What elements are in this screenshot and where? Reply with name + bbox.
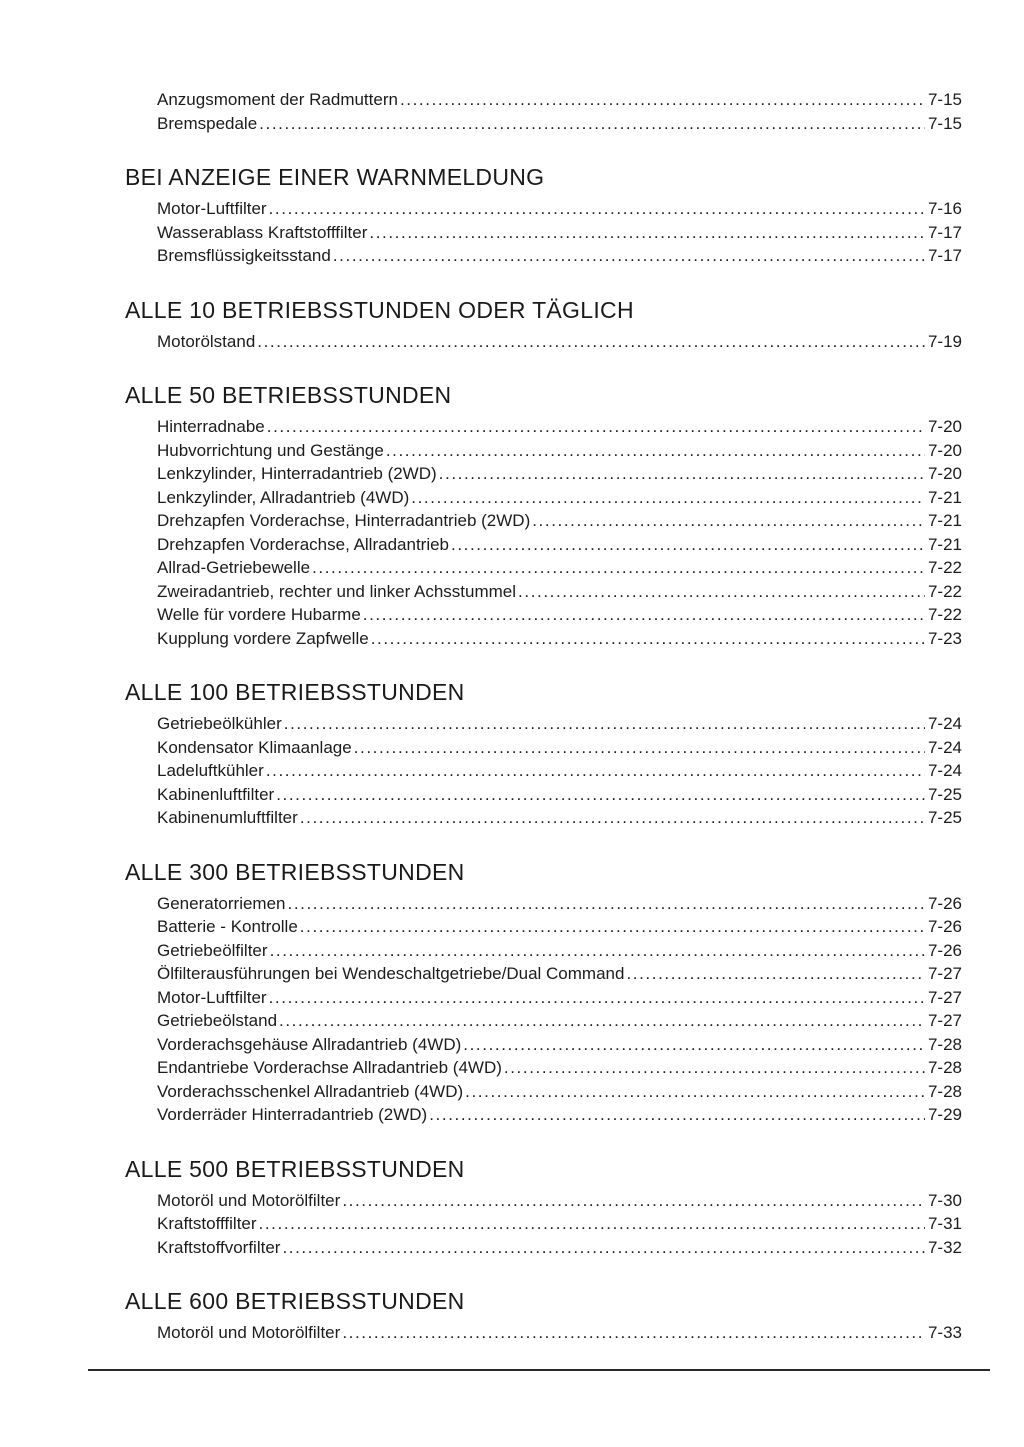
toc-section [125,679,962,830]
toc-entry [157,603,962,627]
toc-entry [157,1033,962,1057]
toc-leader-dots [400,88,925,112]
toc-entry [157,939,962,963]
toc-entry-page-number: 7-27 [927,987,962,1007]
toc-entry-page-number: 7-28 [927,1058,962,1077]
toc-entry [157,509,962,533]
toc-entry-label: Motorölstand [157,331,256,351]
toc-entry-label: Wasserablass Kraftstofffilter [157,222,368,242]
toc-entry-page-number: 7-24 [927,737,962,757]
toc-entry [157,712,962,736]
toc-entry-label: Motor-Luftfilter [157,987,267,1007]
toc-entry-page-number: 7-24 [927,761,962,780]
toc-entry-label: Kraftstofffilter [157,1214,257,1233]
toc-entry-page-number: 7-26 [927,893,962,913]
toc-leader-dots [282,1236,925,1260]
toc-leader-dots [342,1189,925,1213]
toc-leader-dots [270,939,925,963]
toc-entry [157,330,962,354]
toc-entry-page-number: 7-21 [927,487,962,507]
toc-entry [157,415,962,439]
toc-entry [157,439,962,463]
toc-entry [157,244,962,268]
toc-entry [157,112,962,136]
toc-entry [157,1103,962,1127]
toc-entry [157,556,962,580]
toc-entry-page-number: 7-21 [927,534,962,554]
toc-entry-page-number: 7-17 [927,246,962,265]
toc-entry-page-number: 7-24 [927,714,962,733]
toc-entry-label: Allrad-Getriebewelle [157,558,311,577]
toc-entry [157,783,962,807]
toc-section [125,164,962,268]
toc-entry [157,1321,962,1345]
toc-entry [157,580,962,604]
toc-entry-page-number: 7-15 [927,90,962,109]
toc-leader-dots [257,330,925,354]
toc-leader-dots [300,915,925,939]
section-heading: ALLE 50 BETRIEBSSTUNDEN [125,382,452,408]
toc-leader-dots [626,962,925,986]
toc-entry-label: Motoröl und Motorölfilter [157,1323,341,1342]
toc-leader-dots [465,1080,925,1104]
toc-leader-dots [312,556,925,580]
toc-section [125,382,962,650]
toc-entry-label: Vorderachsgehäuse Allradantrieb (4WD) [157,1034,462,1054]
toc-entry-page-number: 7-15 [927,113,962,133]
toc-entry-label: Getriebeölstand [157,1011,278,1030]
toc-entry [157,197,962,221]
toc-section [125,297,962,354]
toc-entry-page-number: 7-17 [927,222,962,242]
toc-entry [157,1080,962,1104]
toc-leader-dots [276,783,925,807]
toc-entry-page-number: 7-33 [927,1323,962,1342]
toc-section [125,859,962,1127]
toc-entry-page-number: 7-16 [927,199,962,218]
toc-entry-page-number: 7-25 [927,808,962,827]
toc-entry-label: Anzugsmoment der Radmuttern [157,90,398,109]
toc-entry-page-number: 7-20 [927,440,962,460]
toc-entry-page-number: 7-28 [927,1081,962,1101]
toc-leader-dots [363,603,925,627]
toc-entry-page-number: 7-19 [927,331,962,351]
toc-leader-dots [300,806,925,830]
toc-entry-label: Kraftstoffvorfilter [157,1237,281,1257]
toc-entry-page-number: 7-29 [927,1105,962,1124]
toc-leader-dots [333,244,925,268]
toc-entry-page-number: 7-20 [927,417,962,436]
toc-leader-dots [284,712,925,736]
toc-entry [157,462,962,486]
toc-entry-label: Generatorriemen [157,893,286,913]
toc-entry-label: Bremspedale [157,113,258,133]
toc-leader-dots [342,1321,925,1345]
section-heading: ALLE 300 BETRIEBSSTUNDEN [125,858,465,885]
toc-entry-page-number: 7-22 [927,605,962,624]
toc-leader-dots [369,221,925,245]
toc-entry-label: Hinterradnabe [157,417,265,436]
toc-entry-label: Kondensator Klimaanlage [157,737,352,757]
toc-entry-label: Zweiradantrieb, rechter und linker Achsstummel [157,581,517,601]
toc-entry [157,1212,962,1236]
toc-entry-label: Motoröl und Motorölfilter [157,1190,341,1210]
toc-entry-label: Ölfilterausführungen bei Wendeschaltgetriebe/Dual Command [157,964,625,983]
toc-entry-page-number: 7-31 [927,1214,962,1233]
toc-entry-label: Drehzapfen Vorderachse, Allradantrieb [157,534,450,554]
toc-entry [157,806,962,830]
toc-entry-page-number: 7-21 [927,511,962,530]
toc-entry-label: Kabinenumluftfilter [157,808,298,827]
toc-entry-page-number: 7-22 [927,558,962,577]
toc-entry [157,736,962,760]
toc-entry [157,1009,962,1033]
section-heading: ALLE 600 BETRIEBSSTUNDEN [125,1288,465,1314]
toc-entry-label: Ladeluftkühler [157,761,264,780]
toc-entry [157,986,962,1010]
toc-entry-page-number: 7-25 [927,784,962,804]
toc-section [125,1288,962,1345]
toc-entry-page-number: 7-27 [927,964,962,983]
toc-entry-page-number: 7-30 [927,1190,962,1210]
toc-entry-label: Welle für vordere Hubarme [157,605,361,624]
section-heading: ALLE 500 BETRIEBSSTUNDEN [125,1155,465,1182]
section-heading: BEI ANZEIGE EINER WARNMELDUNG [125,164,545,190]
toc-leader-dots [267,415,925,439]
toc-leader-dots [354,736,925,760]
toc-entry-label: Bremsflüssigkeitsstand [157,246,331,265]
toc-entry-label: Endantriebe Vorderachse Allradantrieb (4WD) [157,1058,502,1077]
toc-entry [157,1236,962,1260]
toc-leader-dots [279,1009,925,1033]
toc-entry-page-number: 7-22 [927,581,962,601]
toc-entry [157,1056,962,1080]
toc-entry-page-number: 7-28 [927,1034,962,1054]
section-heading: ALLE 100 BETRIEBSSTUNDEN [125,679,465,705]
toc-leader-dots [532,509,925,533]
toc-leader-dots [269,197,925,221]
toc-entry-label: Drehzapfen Vorderachse, Hinterradantrieb (2WD) [157,511,531,530]
toc-entry-label: Kabinenluftfilter [157,784,275,804]
toc-leader-dots [439,462,925,486]
toc-entry-page-number: 7-26 [927,940,962,960]
toc-entry-label: Lenkzylinder, Hinterradantrieb (2WD) [157,464,437,483]
toc-entry-label: Vorderräder Hinterradantrieb (2WD) [157,1105,428,1124]
toc-leader-dots [451,533,925,557]
toc-leader-dots [269,986,925,1010]
toc-entry-label: Batterie - Kontrolle [157,917,298,936]
toc-leader-dots [288,892,925,916]
toc-leader-dots [518,580,925,604]
section-heading: ALLE 10 BETRIEBSSTUNDEN ODER TÄGLICH [125,296,634,323]
toc-leader-dots [259,1212,925,1236]
toc-entry [157,1189,962,1213]
toc-section [125,1156,962,1260]
toc-leader-dots [463,1033,925,1057]
toc-entry [157,486,962,510]
toc-leader-dots [266,759,925,783]
toc-leader-dots [386,439,925,463]
toc-entry-label: Getriebeölfilter [157,940,268,960]
toc-leader-dots [504,1056,925,1080]
toc-entry-label: Hubvorrichtung und Gestänge [157,440,384,460]
toc-leader-dots [371,627,925,651]
toc-leader-dots [411,486,925,510]
toc-entry [157,627,962,651]
toc-entry-label: Vorderachsschenkel Allradantrieb (4WD) [157,1081,464,1101]
toc-entry [157,88,962,112]
toc-entry-label: Getriebeölkühler [157,714,282,733]
toc-leader-dots [429,1103,925,1127]
toc-entry-label: Lenkzylinder, Allradantrieb (4WD) [157,487,410,507]
toc-entry-page-number: 7-26 [927,917,962,936]
toc-entry [157,962,962,986]
toc-entry-page-number: 7-23 [927,628,962,648]
footer-divider [88,1369,990,1371]
toc-entry-page-number: 7-27 [927,1011,962,1030]
toc-entry [157,915,962,939]
toc-leader-dots [259,112,925,136]
toc-entry-label: Kupplung vordere Zapfwelle [157,628,369,648]
toc-entry-label: Motor-Luftfilter [157,199,267,218]
toc-entry-page-number: 7-20 [927,464,962,483]
toc-entry [157,221,962,245]
toc-entry [157,892,962,916]
toc-entry-page-number: 7-32 [927,1237,962,1257]
table-of-contents [125,88,962,1345]
toc-entry [157,759,962,783]
toc-entry [157,533,962,557]
